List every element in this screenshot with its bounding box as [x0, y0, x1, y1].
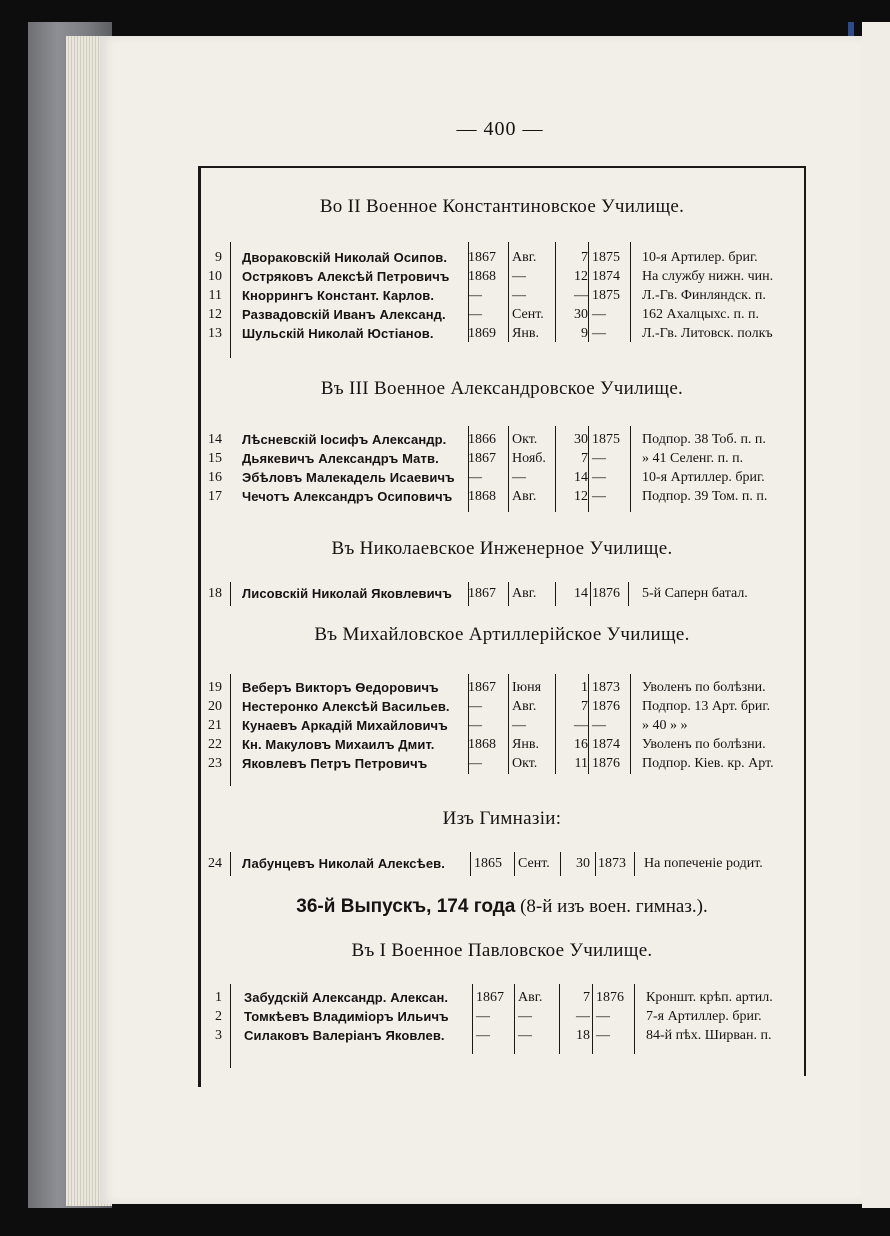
row-number: 10: [208, 269, 222, 284]
cadet-name: Эбѣловъ Малекадель Исаевичъ: [242, 470, 455, 485]
cadet-name: Лабунцевъ Николай Алексѣев.: [242, 856, 445, 871]
entry-month: —: [518, 1028, 532, 1043]
row-number: 15: [208, 451, 222, 466]
entry-day: 14: [574, 586, 588, 601]
section-heading: Во II Военное Константиновское Училище.: [319, 196, 685, 217]
section-heading: Въ I Военное Павловское Училище.: [351, 940, 653, 961]
table-row: [200, 854, 812, 873]
entry-day: 12: [574, 269, 588, 284]
table-row: [200, 735, 812, 754]
cadet-name: Кн. Макуловъ Михаилъ Дмит.: [242, 737, 435, 752]
entry-month: Іюня: [512, 680, 542, 695]
exit-year: 1875: [592, 250, 620, 265]
entry-day: 30: [574, 432, 588, 447]
table-row: [200, 1007, 812, 1026]
class-year-title: 36-й Выпускъ, 174 года: [296, 896, 516, 917]
entry-month: Авг.: [512, 586, 537, 601]
row-number: 9: [215, 250, 222, 265]
entry-month: Окт.: [512, 756, 538, 771]
destination: Подпор. 38 Тоб. п. п.: [642, 432, 766, 447]
exit-year: —: [592, 718, 606, 733]
birth-year: 1867: [468, 586, 496, 601]
entry-month: Авг.: [512, 489, 537, 504]
destination: 10-я Артиллер. бриг.: [642, 470, 765, 485]
destination: На попеченіе родит.: [644, 856, 763, 871]
row-number: 19: [208, 680, 222, 695]
entry-month: Янв.: [512, 737, 539, 752]
row-number: 2: [215, 1009, 222, 1024]
entry-day: 7: [583, 990, 590, 1005]
entry-month: Окт.: [512, 432, 538, 447]
exit-year: 1874: [592, 737, 620, 752]
cadet-name: Дьякевичъ Александръ Матв.: [242, 451, 439, 466]
cadet-name: Силаковъ Валеріанъ Яковлев.: [244, 1028, 445, 1043]
row-number: 12: [208, 307, 222, 322]
birth-year: 1867: [468, 680, 496, 695]
row-number: 22: [208, 737, 222, 752]
birth-year: 1867: [468, 451, 496, 466]
destination: » 40 » »: [642, 718, 688, 733]
cadet-name: Кноррингъ Констант. Карлов.: [242, 288, 435, 303]
destination: Уволенъ по болѣзни.: [642, 737, 766, 752]
section-heading: Въ III Военное Александровское Училище.: [320, 378, 684, 399]
entry-day: 9: [581, 326, 588, 341]
cadet-name: Веберъ Викторъ Ѳедоровичъ: [242, 680, 439, 695]
destination: » 41 Селенг. п. п.: [642, 451, 744, 466]
facing-page-edge: [862, 22, 890, 1208]
roster-table: [200, 678, 812, 773]
table-row: [200, 449, 812, 468]
table-row: [200, 305, 812, 324]
entry-day: —: [576, 1009, 590, 1024]
table-row: [200, 1026, 812, 1045]
row-number: 1: [215, 990, 222, 1005]
birth-year: 1868: [468, 269, 496, 284]
entry-day: 1: [581, 680, 588, 695]
birth-year: 1867: [476, 990, 504, 1005]
entry-month: —: [512, 718, 526, 733]
entry-month: —: [512, 269, 526, 284]
table-row: [200, 754, 812, 773]
table-row: [200, 988, 812, 1007]
roster-table: [200, 854, 812, 873]
roster-table: [200, 430, 812, 506]
cadet-name: Нестеронко Алексѣй Васильев.: [242, 699, 450, 714]
birth-year: —: [476, 1028, 490, 1043]
entry-month: —: [512, 470, 526, 485]
exit-year: 1876: [592, 756, 620, 771]
row-number: 17: [208, 489, 222, 504]
entry-month: Сент.: [518, 856, 550, 871]
exit-year: 1875: [592, 432, 620, 447]
cadet-name: Шульскій Николай Юстіанов.: [242, 326, 434, 341]
entry-day: 7: [581, 250, 588, 265]
exit-year: —: [592, 326, 606, 341]
destination: Кроншт. крѣп. артил.: [646, 990, 773, 1005]
table-row: [200, 487, 812, 506]
birth-year: —: [468, 699, 482, 714]
cadet-name: Яковлевъ Петръ Петровичъ: [242, 756, 428, 771]
entry-month: Янв.: [512, 326, 539, 341]
entry-day: 16: [574, 737, 588, 752]
destination: 162 Ахалцыхс. п. п.: [642, 307, 759, 322]
row-number: 13: [208, 326, 222, 341]
exit-year: 1876: [592, 586, 620, 601]
table-row: [200, 697, 812, 716]
destination: Подпор. Кіев. кр. Арт.: [642, 756, 774, 771]
destination: Л.-Гв. Литовск. полкъ: [642, 326, 773, 341]
entry-month: Нояб.: [512, 451, 546, 466]
row-number: 24: [208, 856, 222, 871]
table-row: [200, 584, 812, 603]
exit-year: 1874: [592, 269, 620, 284]
table-row: [200, 267, 812, 286]
page-number: — 400 —: [456, 118, 544, 140]
row-number: 18: [208, 586, 222, 601]
entry-month: Авг.: [518, 990, 543, 1005]
entry-day: 11: [574, 756, 588, 771]
section-heading: Изъ Гимназіи:: [442, 808, 562, 829]
birth-year: 1868: [468, 489, 496, 504]
cadet-name: Кунаевъ Аркадій Михайловичъ: [242, 718, 448, 733]
destination: Подпор. 39 Том. п. п.: [642, 489, 768, 504]
entry-day: —: [574, 718, 588, 733]
roster-table: [200, 584, 812, 603]
destination: 84-й пѣх. Ширван. п.: [646, 1028, 772, 1043]
exit-year: —: [592, 307, 606, 322]
table-row: [200, 286, 812, 305]
birth-year: —: [468, 307, 482, 322]
entry-day: 30: [576, 856, 590, 871]
row-number: 20: [208, 699, 222, 714]
class-year-note: (8-й изъ воен. гимназ.).: [520, 896, 708, 917]
birth-year: —: [468, 756, 482, 771]
table-row: [200, 678, 812, 697]
entry-month: —: [518, 1009, 532, 1024]
class-year-heading: [200, 896, 804, 918]
birth-year: —: [476, 1009, 490, 1024]
birth-year: 1867: [468, 250, 496, 265]
birth-year: —: [468, 718, 482, 733]
roster-table: [200, 988, 812, 1045]
row-number: 11: [208, 288, 222, 303]
cadet-name: Двораковскій Николай Осипов.: [242, 250, 448, 265]
entry-day: 12: [574, 489, 588, 504]
row-number: 16: [208, 470, 222, 485]
row-number: 3: [215, 1028, 222, 1043]
table-row: [200, 324, 812, 343]
table-row: [200, 468, 812, 487]
cadet-name: Развадовскій Иванъ Александ.: [242, 307, 446, 322]
cadet-name: Чечотъ Александръ Осиповичъ: [242, 489, 453, 504]
entry-month: Авг.: [512, 250, 537, 265]
birth-year: 1868: [468, 737, 496, 752]
entry-day: 7: [581, 699, 588, 714]
destination: Подпор. 13 Арт. бриг.: [642, 699, 771, 714]
entry-day: 18: [576, 1028, 590, 1043]
birth-year: 1866: [468, 432, 496, 447]
destination: Л.-Гв. Финляндск. п.: [642, 288, 766, 303]
exit-year: —: [592, 489, 606, 504]
entry-day: —: [574, 288, 588, 303]
exit-year: 1873: [598, 856, 626, 871]
destination: На службу нижн. чин.: [642, 269, 774, 284]
entry-month: —: [512, 288, 526, 303]
exit-year: —: [596, 1028, 610, 1043]
birth-year: 1869: [468, 326, 496, 341]
destination: 5-й Саперн батал.: [642, 586, 748, 601]
table-row: [200, 430, 812, 449]
cadet-name: Лѣсневскій Іосифъ Александр.: [242, 432, 447, 447]
exit-year: 1876: [592, 699, 620, 714]
section-heading: Въ Михайловское Артиллерійское Училище.: [314, 624, 690, 645]
row-number: 23: [208, 756, 222, 771]
birth-year: 1865: [474, 856, 502, 871]
exit-year: 1875: [592, 288, 620, 303]
roster-table: [200, 248, 812, 343]
cadet-name: Лисовскій Николай Яковлевичъ: [242, 586, 452, 601]
exit-year: —: [596, 1009, 610, 1024]
row-number: 14: [208, 432, 222, 447]
birth-year: —: [468, 288, 482, 303]
entry-day: 30: [574, 307, 588, 322]
entry-day: 14: [574, 470, 588, 485]
section-heading: Въ Николаевское Инженерное Училище.: [331, 538, 673, 559]
destination: 10-я Артилер. бриг.: [642, 250, 758, 265]
birth-year: —: [468, 470, 482, 485]
cadet-name: Забудскій Александр. Алексан.: [244, 990, 449, 1005]
table-row: [200, 248, 812, 267]
exit-year: 1873: [592, 680, 620, 695]
cadet-name: Остряковъ Алексѣй Петровичъ: [242, 269, 450, 284]
exit-year: —: [592, 451, 606, 466]
table-row: [200, 716, 812, 735]
exit-year: —: [592, 470, 606, 485]
entry-day: 7: [581, 451, 588, 466]
destination: Уволенъ по болѣзни.: [642, 680, 766, 695]
exit-year: 1876: [596, 990, 624, 1005]
cadet-name: Томкѣевъ Владиміоръ Ильичъ: [244, 1009, 449, 1024]
row-number: 21: [208, 718, 222, 733]
entry-month: Сент.: [512, 307, 544, 322]
entry-month: Авг.: [512, 699, 537, 714]
destination: 7-я Артиллер. бриг.: [646, 1009, 762, 1024]
